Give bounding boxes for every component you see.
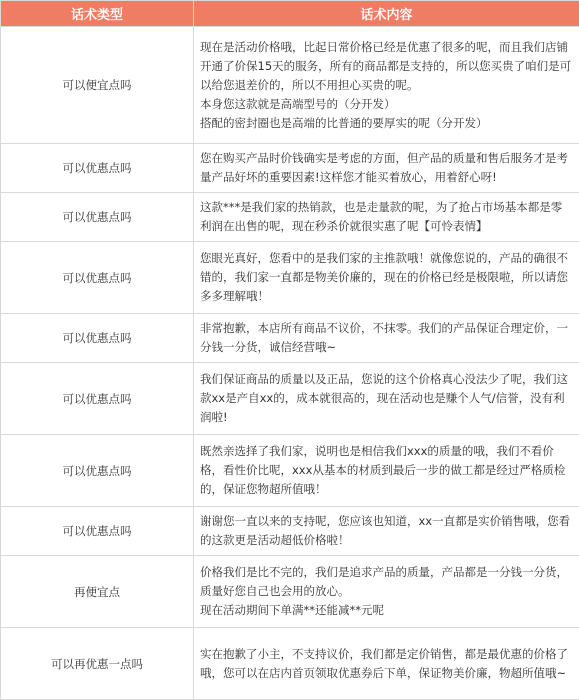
table-row xyxy=(1,314,579,363)
content-line: 您在购买产品时价钱确实是考虑的方面，但产品的质量和售后服务才是考量产品好坏的重要因素!这样您才能买着放心，用着舒心呀! xyxy=(200,149,573,187)
row-content xyxy=(194,193,579,242)
row-type: 可以优惠点吗 xyxy=(1,435,194,507)
row-type: 可以优惠点吗 xyxy=(1,242,194,314)
table-row xyxy=(1,435,579,507)
row-content xyxy=(194,628,579,700)
row-content xyxy=(194,314,579,363)
header-content: 话术内容 xyxy=(194,1,579,27)
content-line: 实在抱歉了小主，不支持议价，我们都是定价销售，都是最优惠的价格了哦，您可以在店内首页领取优惠券后下单，保证物美价廉，物超所值哦~ xyxy=(200,645,573,683)
row-content xyxy=(194,507,579,556)
row-type: 可以便宜点吗 xyxy=(1,27,194,144)
content-line: 您眼光真好，您看中的是我们家的主推款哦！就像您说的，产品的确很不错的，我们家一直都是物美价廉的，现在的价格已经是极限啦，所以请您多多理解哦！ xyxy=(200,249,573,306)
table-row xyxy=(1,193,579,242)
table-row xyxy=(1,507,579,556)
row-type: 可以优惠点吗 xyxy=(1,144,194,193)
content-line: 我们保证商品的质量以及正品，您说的这个价格真心没法少了呢，我们这款xx是产自xx的，成本就很高的，现在活动也是赚个人气/信誉，没有利润啦! xyxy=(200,370,573,427)
content-line: 价格我们是比不完的，我们是追求产品的质量，产品都是一分钱一分货，质量好您自己也会用的放心。 xyxy=(200,563,573,601)
header-row xyxy=(1,1,579,27)
table-row xyxy=(1,628,579,700)
row-type: 可以优惠点吗 xyxy=(1,314,194,363)
content-line: 既然亲选择了我们家，说明也是相信我们xxx的质量的哦，我们不看价格，看性价比呢，xxx从基本的材质到最后一步的做工都是经过严格质检的，保证您物超所值哦！ xyxy=(200,442,573,499)
content-line: 谢谢您一直以来的支持呢，您应该也知道，xx一直都是实价销售哦，您看的这款更是活动超低价格啦！ xyxy=(200,512,573,550)
content-line: 现在活动期间下单满**还能减**元呢 xyxy=(200,601,573,620)
row-type: 可以再优惠一点吗 xyxy=(1,628,194,700)
content-line: 搭配的密封圈也是高端的比普通的要厚实的呢（分开发） xyxy=(200,114,573,133)
row-content xyxy=(194,242,579,314)
content-line: 非常抱歉，本店所有商品不议价，不抹零。我们的产品保证合理定价，一分钱一分货，诚信经营哦~ xyxy=(200,319,573,357)
table-row xyxy=(1,556,579,628)
row-type: 再便宜点 xyxy=(1,556,194,628)
row-content xyxy=(194,435,579,507)
content-line: 这款***是我们家的热销款，也是走量款的呢，为了抢占市场基本都是零利润在出售的呢，现在秒杀价就很实惠了呢【可怜表情】 xyxy=(200,198,573,236)
row-content xyxy=(194,144,579,193)
row-type: 可以优惠点吗 xyxy=(1,363,194,435)
row-type: 可以优惠点吗 xyxy=(1,193,194,242)
header-type: 话术类型 xyxy=(1,1,194,27)
row-content xyxy=(194,556,579,628)
table-row xyxy=(1,144,579,193)
content-line: 现在是活动价格哦，比起日常价格已经是优惠了很多的呢，而且我们店铺开通了价保15天的服务，所有的商品都是支持的，所以您买贵了咱们是可以给您退差价的，所以不用担心买贵的呢。 xyxy=(200,38,573,95)
table-row xyxy=(1,242,579,314)
row-content xyxy=(194,363,579,435)
row-content xyxy=(194,27,579,144)
content-line: 本身您这款就是高端型号的（分开发） xyxy=(200,95,573,114)
table-row xyxy=(1,27,579,144)
row-type: 可以优惠点吗 xyxy=(1,507,194,556)
table-row xyxy=(1,363,579,435)
